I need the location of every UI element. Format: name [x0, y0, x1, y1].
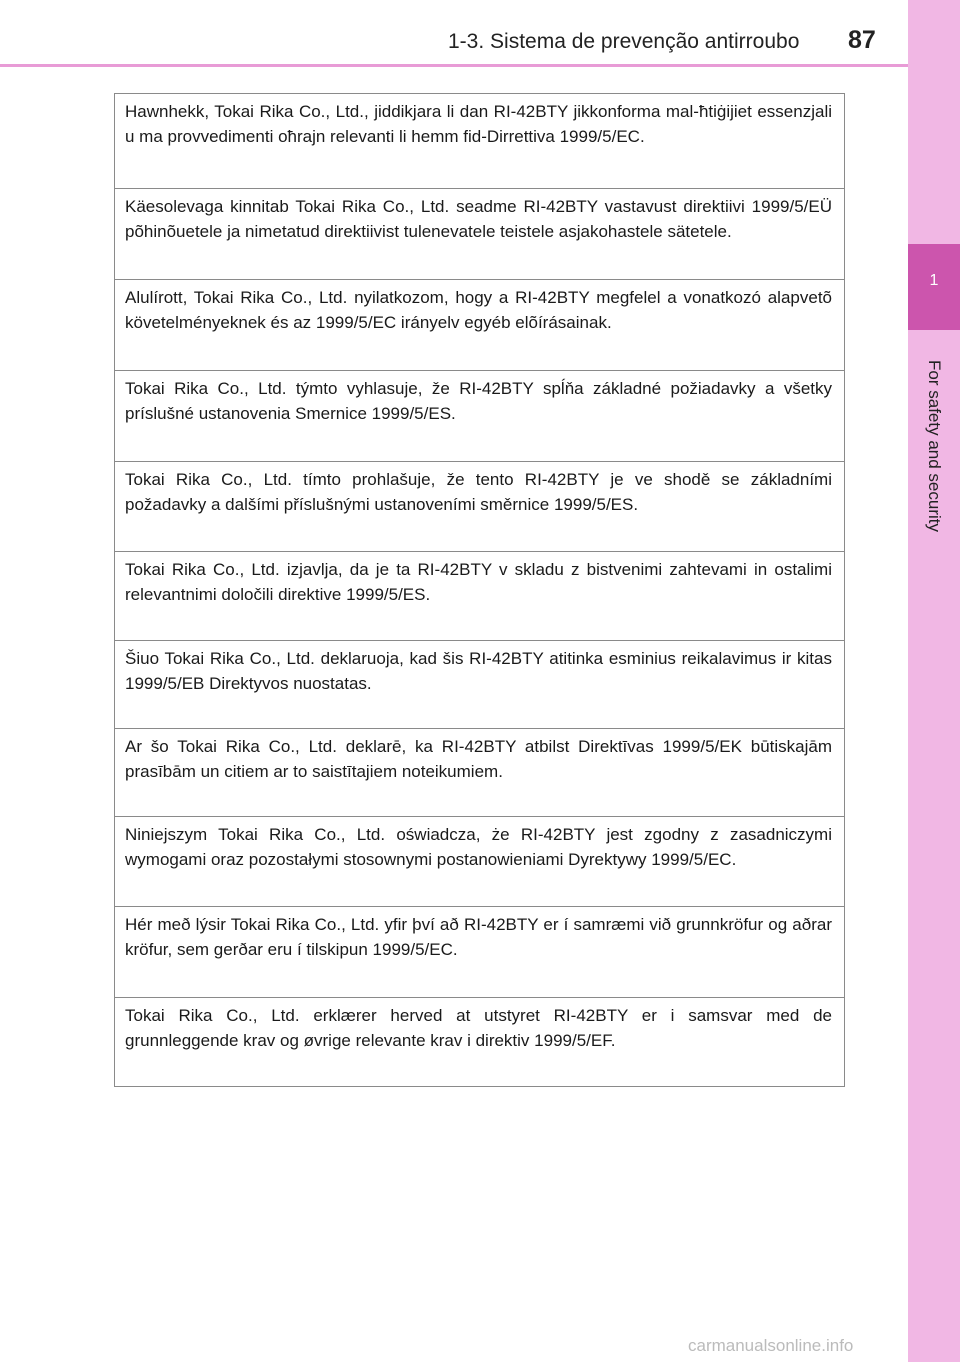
declaration-icelandic: Hér með lýsir Tokai Rika Co., Ltd. yfir því að RI-42BTY er í samræmi við grunnkröfur og aðrar kröfur, sem gerðar eru í tilskipun 1999/5/EC.	[115, 907, 844, 998]
declaration-latvian: Ar šo Tokai Rika Co., Ltd. deklarē, ka RI-42BTY atbilst Direktīvas 1999/5/EK būtiskajām prasībām un citiem ar to saistītajiem noteikumiem.	[115, 729, 844, 817]
chapter-number: 1	[929, 272, 939, 289]
declaration-maltese: Hawnhekk, Tokai Rika Co., Ltd., jiddikjara li dan RI-42BTY jikkonforma mal-ħtiġijiet essenzjali u ma provvedimenti oħrajn relevanti li hemm fid-Dirrettiva 1999/5/EC.	[115, 94, 844, 189]
watermark: carmanualsonline.info	[688, 1336, 854, 1355]
declaration-slovenian: Tokai Rika Co., Ltd. izjavlja, da je ta RI-42BTY v skladu z bistvenimi zahtevami in ostalimi relevantnimi določili direktive 1999/5/ES.	[115, 552, 844, 641]
declaration-estonian: Käesolevaga kinnitab Tokai Rika Co., Ltd. seadme RI-42BTY vastavust direktiivi 1999/5/EÜ põhinõuetele ja nimetatud direktiivist tulenevatele teistele asjakohastele sätetele.	[115, 189, 844, 280]
declaration-slovak: Tokai Rika Co., Ltd. týmto vyhlasuje, že RI-42BTY spĺňa základné požiadavky a všetky príslušné ustanovenia Smernice 1999/5/ES.	[115, 371, 844, 462]
page-header	[0, 0, 908, 64]
chapter-label: For safety and security	[925, 360, 944, 532]
declaration-czech: Tokai Rika Co., Ltd. tímto prohlašuje, že tento RI-42BTY je ve shodě se základními požadavky a dalšími příslušnými ustanoveními směrnice 1999/5/ES.	[115, 462, 844, 552]
section-title: 1-3. Sistema de prevenção antirroubo	[448, 30, 800, 53]
chapter-side-band	[908, 0, 960, 1362]
declaration-hungarian: Alulírott, Tokai Rika Co., Ltd. nyilatkozom, hogy a RI-42BTY megfelel a vonatkozó alapvetõ követelményeknek és az 1999/5/EC irányelv egyéb elõírásainak.	[115, 280, 844, 371]
declaration-norwegian: Tokai Rika Co., Ltd. erklærer herved at utstyret RI-42BTY er i samsvar med de grunnleggende krav og øvrige relevante krav i direktiv 1999/5/EF.	[115, 998, 844, 1087]
page-number: 87	[848, 26, 876, 54]
chapter-tab	[908, 244, 960, 330]
declaration-lithuanian: Šiuo Tokai Rika Co., Ltd. deklaruoja, kad šis RI-42BTY atitinka esminius reikalavimus ir kitas 1999/5/EB Direktyvos nuostatas.	[115, 641, 844, 729]
declarations-table	[114, 93, 845, 1087]
header-rule	[0, 64, 908, 67]
declaration-polish: Niniejszym Tokai Rika Co., Ltd. oświadcza, że RI-42BTY jest zgodny z zasadniczymi wymogami oraz pozostałymi stosownymi postanowieniami Dyrektywy 1999/5/EC.	[115, 817, 844, 907]
